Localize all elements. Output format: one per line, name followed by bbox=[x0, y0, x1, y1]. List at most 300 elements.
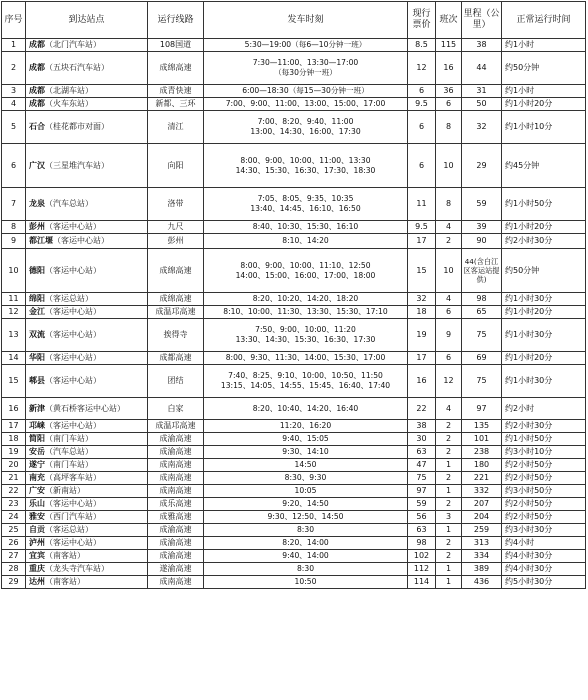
header-duration: 正常运行时间 bbox=[502, 2, 586, 39]
cell-distance: 334 bbox=[462, 550, 502, 563]
cell-station bbox=[26, 352, 148, 365]
cell-duration: 约1小时50分 bbox=[502, 433, 586, 446]
cell-fare: 6 bbox=[408, 111, 436, 144]
station-city: 广汉 bbox=[29, 160, 45, 170]
cell-route: 遂渝高速 bbox=[148, 563, 204, 576]
table-row bbox=[2, 576, 586, 589]
station-city: 龙泉 bbox=[29, 199, 45, 208]
cell-seq: 14 bbox=[2, 352, 26, 365]
table-row bbox=[2, 511, 586, 524]
station-place: （客运总站） bbox=[45, 525, 93, 534]
cell-station bbox=[26, 98, 148, 111]
cell-station bbox=[26, 485, 148, 498]
station-city: 绵阳 bbox=[29, 294, 45, 303]
cell-times bbox=[204, 563, 408, 576]
cell-times bbox=[204, 550, 408, 563]
cell-distance: 332 bbox=[462, 485, 502, 498]
cell-times bbox=[204, 398, 408, 420]
cell-seq: 29 bbox=[2, 576, 26, 589]
cell-trips: 8 bbox=[436, 111, 462, 144]
cell-seq: 3 bbox=[2, 85, 26, 98]
cell-trips: 1 bbox=[436, 459, 462, 472]
departure-line: 7:00、8:20、9:40、11:00 bbox=[257, 117, 354, 126]
station-city: 邛崃 bbox=[29, 421, 45, 430]
cell-duration: 约1小时30分 bbox=[502, 293, 586, 306]
departure-line: 8:30、9:30 bbox=[284, 473, 327, 482]
cell-seq: 10 bbox=[2, 249, 26, 293]
cell-station bbox=[26, 459, 148, 472]
cell-seq: 25 bbox=[2, 524, 26, 537]
cell-station bbox=[26, 537, 148, 550]
cell-station bbox=[26, 433, 148, 446]
cell-station bbox=[26, 511, 148, 524]
station-place: （客运中心站） bbox=[45, 307, 101, 316]
cell-fare: 97 bbox=[408, 485, 436, 498]
cell-station bbox=[26, 249, 148, 293]
cell-times bbox=[204, 365, 408, 398]
cell-duration: 约2小时50分 bbox=[502, 459, 586, 472]
table-row bbox=[2, 446, 586, 459]
cell-seq: 19 bbox=[2, 446, 26, 459]
table-row bbox=[2, 498, 586, 511]
table-row bbox=[2, 420, 586, 433]
cell-station bbox=[26, 420, 148, 433]
cell-trips: 2 bbox=[436, 433, 462, 446]
cell-trips: 1 bbox=[436, 563, 462, 576]
departure-line: 10:50 bbox=[294, 577, 317, 586]
station-place: （三星堆汽车站） bbox=[45, 160, 109, 170]
cell-route: 成渝高速 bbox=[148, 524, 204, 537]
cell-trips: 2 bbox=[436, 498, 462, 511]
cell-seq: 21 bbox=[2, 472, 26, 485]
cell-station bbox=[26, 446, 148, 459]
table-row bbox=[2, 188, 586, 221]
cell-times bbox=[204, 221, 408, 234]
cell-distance: 180 bbox=[462, 459, 502, 472]
cell-route: 挨得寺 bbox=[148, 319, 204, 352]
station-place: （南门车站） bbox=[45, 460, 93, 469]
header-trips: 班次 bbox=[436, 2, 462, 39]
station-place: （新南站） bbox=[45, 486, 85, 495]
cell-route: 成渝高速 bbox=[148, 446, 204, 459]
cell-station bbox=[26, 39, 148, 52]
cell-times bbox=[204, 433, 408, 446]
departure-line: 8:20、10:40、14:20、16:40 bbox=[252, 403, 359, 413]
station-place: （龙头寺汽车站） bbox=[45, 564, 109, 573]
station-city: 宜宾 bbox=[29, 551, 45, 560]
cell-route: 成雅高速 bbox=[148, 511, 204, 524]
cell-fare: 15 bbox=[408, 249, 436, 293]
departure-line: 14:00、15:00、16:00、17:00、18:00 bbox=[235, 270, 376, 280]
station-place: （西门汽车站） bbox=[45, 512, 101, 521]
station-city: 德阳 bbox=[29, 265, 45, 275]
cell-station bbox=[26, 472, 148, 485]
cell-route: 成乐高速 bbox=[148, 498, 204, 511]
table-row bbox=[2, 249, 586, 293]
departure-line: 8:00、9:00、10:00、11:10、12:50 bbox=[240, 260, 371, 270]
cell-route: 成温邛高速 bbox=[148, 306, 204, 319]
cell-fare: 63 bbox=[408, 524, 436, 537]
header-distance: 里程（公里） bbox=[462, 2, 502, 39]
cell-fare: 6 bbox=[408, 85, 436, 98]
cell-station bbox=[26, 111, 148, 144]
table-row bbox=[2, 563, 586, 576]
station-place: （客运中心站） bbox=[45, 353, 101, 362]
bus-schedule-table bbox=[1, 1, 586, 589]
cell-fare: 18 bbox=[408, 306, 436, 319]
cell-fare: 32 bbox=[408, 293, 436, 306]
cell-times bbox=[204, 249, 408, 293]
cell-trips: 2 bbox=[436, 550, 462, 563]
station-city: 双流 bbox=[29, 330, 45, 339]
table-row bbox=[2, 524, 586, 537]
cell-distance: 75 bbox=[462, 319, 502, 352]
cell-trips: 10 bbox=[436, 144, 462, 188]
cell-distance: 38 bbox=[462, 39, 502, 52]
table-row bbox=[2, 85, 586, 98]
cell-seq: 6 bbox=[2, 144, 26, 188]
station-place: （南客站） bbox=[45, 577, 85, 586]
station-place: （火车东站） bbox=[45, 99, 93, 108]
station-place: （客运总站） bbox=[45, 294, 93, 303]
station-city: 新津 bbox=[29, 403, 45, 413]
departure-line: 9:30、14:10 bbox=[282, 447, 329, 456]
cell-station bbox=[26, 144, 148, 188]
table-row bbox=[2, 221, 586, 234]
cell-distance: 389 bbox=[462, 563, 502, 576]
cell-fare: 9.5 bbox=[408, 98, 436, 111]
departure-line: 5:30—19:00（每6—10分钟一班） bbox=[244, 40, 367, 49]
cell-trips: 16 bbox=[436, 52, 462, 85]
cell-duration: 约1小时10分 bbox=[502, 111, 586, 144]
station-place: （客运中心站） bbox=[45, 376, 101, 385]
cell-seq: 18 bbox=[2, 433, 26, 446]
cell-seq: 7 bbox=[2, 188, 26, 221]
table-row bbox=[2, 144, 586, 188]
cell-times bbox=[204, 319, 408, 352]
station-city: 彭州 bbox=[29, 222, 45, 231]
cell-route: 成南高速 bbox=[148, 459, 204, 472]
cell-duration: 约2小时50分 bbox=[502, 472, 586, 485]
station-city: 成都 bbox=[29, 40, 45, 49]
cell-seq: 1 bbox=[2, 39, 26, 52]
station-place: （南客站） bbox=[45, 551, 85, 560]
station-city: 达州 bbox=[29, 577, 45, 586]
cell-route: 成渝高速 bbox=[148, 433, 204, 446]
station-place: （桂花都市对面） bbox=[45, 122, 109, 131]
cell-trips: 1 bbox=[436, 485, 462, 498]
cell-distance: 32 bbox=[462, 111, 502, 144]
cell-duration: 约2小时30分 bbox=[502, 420, 586, 433]
cell-trips: 36 bbox=[436, 85, 462, 98]
cell-seq: 4 bbox=[2, 98, 26, 111]
cell-fare: 19 bbox=[408, 319, 436, 352]
departure-line: 14:30、15:30、16:30、17:30、18:30 bbox=[235, 165, 376, 175]
cell-distance: 135 bbox=[462, 420, 502, 433]
cell-distance: 98 bbox=[462, 293, 502, 306]
departure-line: 8:00、9:00、10:00、11:00、13:30 bbox=[240, 155, 371, 165]
cell-duration: 约4小时30分 bbox=[502, 563, 586, 576]
cell-trips: 10 bbox=[436, 249, 462, 293]
station-city: 重庆 bbox=[29, 564, 45, 573]
station-place: （北湖车站） bbox=[45, 86, 93, 95]
departure-line: 7:50、9:00、10:00、11:20 bbox=[255, 325, 356, 334]
cell-route: 彭州 bbox=[148, 234, 204, 249]
station-place: （黄石桥客运中心站） bbox=[45, 403, 125, 413]
departure-line: 9:40、15:05 bbox=[282, 434, 329, 443]
cell-trips: 12 bbox=[436, 365, 462, 398]
station-place: （客运中心站） bbox=[45, 538, 101, 547]
departure-line: 9:40、14:00 bbox=[282, 551, 329, 560]
cell-duration: 约4小时30分 bbox=[502, 550, 586, 563]
cell-duration: 约4小时 bbox=[502, 537, 586, 550]
cell-distance: 65 bbox=[462, 306, 502, 319]
cell-route: 成渝高速 bbox=[148, 550, 204, 563]
cell-distance: 69 bbox=[462, 352, 502, 365]
cell-fare: 11 bbox=[408, 188, 436, 221]
cell-station bbox=[26, 234, 148, 249]
cell-distance: 44(含白江区客运站提供) bbox=[462, 249, 502, 293]
cell-fare: 98 bbox=[408, 537, 436, 550]
header-route: 运行线路 bbox=[148, 2, 204, 39]
cell-duration: 约2小时50分 bbox=[502, 511, 586, 524]
table-row bbox=[2, 352, 586, 365]
departure-line: 13:00、14:30、16:00、17:30 bbox=[250, 127, 361, 136]
departure-line: 8:30 bbox=[296, 525, 315, 534]
cell-times bbox=[204, 524, 408, 537]
cell-route: 白家 bbox=[148, 398, 204, 420]
cell-distance: 207 bbox=[462, 498, 502, 511]
departure-line: 11:20、16:20 bbox=[279, 421, 332, 430]
cell-seq: 27 bbox=[2, 550, 26, 563]
cell-fare: 8.5 bbox=[408, 39, 436, 52]
departure-line: 7:05、8:05、9:35、10:35 bbox=[257, 194, 354, 203]
cell-times bbox=[204, 98, 408, 111]
cell-times bbox=[204, 85, 408, 98]
cell-times bbox=[204, 188, 408, 221]
cell-trips: 8 bbox=[436, 188, 462, 221]
departure-line: 13:15、14:05、14:55、15:45、16:40、17:40 bbox=[220, 381, 391, 390]
table-row bbox=[2, 537, 586, 550]
station-place: （客运中心站） bbox=[45, 499, 101, 508]
cell-route: 成绵高速 bbox=[148, 52, 204, 85]
cell-distance: 238 bbox=[462, 446, 502, 459]
cell-fare: 12 bbox=[408, 52, 436, 85]
cell-distance: 44 bbox=[462, 52, 502, 85]
cell-fare: 47 bbox=[408, 459, 436, 472]
station-city: 安岳 bbox=[29, 447, 45, 456]
cell-station bbox=[26, 85, 148, 98]
station-city: 郫县 bbox=[29, 376, 45, 385]
cell-station bbox=[26, 563, 148, 576]
station-city: 泸州 bbox=[29, 538, 45, 547]
cell-duration: 约3小时30分 bbox=[502, 524, 586, 537]
cell-trips: 2 bbox=[436, 234, 462, 249]
cell-route: 向阳 bbox=[148, 144, 204, 188]
cell-times bbox=[204, 144, 408, 188]
cell-duration: 约1小时30分 bbox=[502, 319, 586, 352]
cell-distance: 204 bbox=[462, 511, 502, 524]
departure-line: 8:10、14:20 bbox=[282, 236, 329, 245]
cell-trips: 4 bbox=[436, 221, 462, 234]
cell-trips: 1 bbox=[436, 576, 462, 589]
cell-station bbox=[26, 188, 148, 221]
cell-times bbox=[204, 485, 408, 498]
cell-fare: 114 bbox=[408, 576, 436, 589]
cell-station bbox=[26, 221, 148, 234]
cell-fare: 112 bbox=[408, 563, 436, 576]
cell-trips: 4 bbox=[436, 398, 462, 420]
table-row bbox=[2, 459, 586, 472]
cell-station bbox=[26, 52, 148, 85]
cell-distance: 75 bbox=[462, 365, 502, 398]
station-place: （客运中心站） bbox=[45, 330, 101, 339]
cell-route: 清江 bbox=[148, 111, 204, 144]
station-place: （南门车站） bbox=[45, 434, 93, 443]
cell-station bbox=[26, 524, 148, 537]
departure-line: 13:40、14:45、16:10、16:50 bbox=[250, 204, 361, 213]
cell-distance: 436 bbox=[462, 576, 502, 589]
station-city: 乐山 bbox=[29, 499, 45, 508]
departure-line: （每30分钟一班） bbox=[274, 68, 337, 77]
cell-seq: 8 bbox=[2, 221, 26, 234]
cell-seq: 28 bbox=[2, 563, 26, 576]
cell-duration: 约1小时20分 bbox=[502, 352, 586, 365]
cell-seq: 13 bbox=[2, 319, 26, 352]
cell-fare: 102 bbox=[408, 550, 436, 563]
cell-times bbox=[204, 111, 408, 144]
station-place: （高坪客车站） bbox=[45, 473, 101, 482]
station-place: （客运中心站） bbox=[45, 222, 101, 231]
cell-distance: 59 bbox=[462, 188, 502, 221]
cell-duration: 约1小时20分 bbox=[502, 306, 586, 319]
cell-distance: 90 bbox=[462, 234, 502, 249]
cell-times bbox=[204, 420, 408, 433]
cell-fare: 6 bbox=[408, 144, 436, 188]
cell-route: 108国道 bbox=[148, 39, 204, 52]
departure-line: 8:30 bbox=[296, 564, 315, 573]
cell-times bbox=[204, 576, 408, 589]
cell-seq: 11 bbox=[2, 293, 26, 306]
cell-distance: 50 bbox=[462, 98, 502, 111]
cell-trips: 115 bbox=[436, 39, 462, 52]
cell-duration: 约1小时 bbox=[502, 39, 586, 52]
cell-fare: 22 bbox=[408, 398, 436, 420]
table-row bbox=[2, 365, 586, 398]
cell-station bbox=[26, 365, 148, 398]
cell-times bbox=[204, 234, 408, 249]
cell-route: 新都、三环 bbox=[148, 98, 204, 111]
departure-line: 8:20、14:00 bbox=[282, 538, 329, 547]
cell-duration: 约3小时50分 bbox=[502, 485, 586, 498]
cell-fare: 17 bbox=[408, 352, 436, 365]
cell-trips: 2 bbox=[436, 537, 462, 550]
station-place: （客运中心站） bbox=[45, 265, 101, 275]
cell-duration: 约2小时30分 bbox=[502, 234, 586, 249]
table-header-row bbox=[2, 2, 586, 39]
table-row bbox=[2, 485, 586, 498]
cell-distance: 101 bbox=[462, 433, 502, 446]
cell-station bbox=[26, 319, 148, 352]
cell-distance: 31 bbox=[462, 85, 502, 98]
departure-line: 13:30、14:30、15:30、16:30、17:30 bbox=[235, 335, 376, 344]
cell-route: 成南高速 bbox=[148, 472, 204, 485]
station-city: 简阳 bbox=[29, 434, 45, 443]
cell-seq: 20 bbox=[2, 459, 26, 472]
cell-seq: 22 bbox=[2, 485, 26, 498]
cell-fare: 30 bbox=[408, 433, 436, 446]
cell-route: 成温邛高速 bbox=[148, 420, 204, 433]
cell-distance: 29 bbox=[462, 144, 502, 188]
departure-line: 9:20、14:50 bbox=[282, 499, 329, 508]
cell-route: 成绵高速 bbox=[148, 293, 204, 306]
cell-times bbox=[204, 352, 408, 365]
table-row bbox=[2, 234, 586, 249]
cell-trips: 9 bbox=[436, 319, 462, 352]
cell-route: 团结 bbox=[148, 365, 204, 398]
cell-trips: 1 bbox=[436, 524, 462, 537]
cell-seq: 2 bbox=[2, 52, 26, 85]
cell-route: 九尺 bbox=[148, 221, 204, 234]
cell-trips: 3 bbox=[436, 511, 462, 524]
cell-duration: 约1小时 bbox=[502, 85, 586, 98]
cell-station bbox=[26, 576, 148, 589]
departure-line: 8:20、10:20、14:20、18:20 bbox=[252, 294, 359, 303]
cell-times bbox=[204, 306, 408, 319]
cell-seq: 5 bbox=[2, 111, 26, 144]
table-row bbox=[2, 293, 586, 306]
cell-fare: 38 bbox=[408, 420, 436, 433]
table-row bbox=[2, 550, 586, 563]
cell-times bbox=[204, 446, 408, 459]
cell-seq: 24 bbox=[2, 511, 26, 524]
station-place: （客运中心站） bbox=[53, 236, 109, 245]
header-seq: 序号 bbox=[2, 2, 26, 39]
cell-seq: 16 bbox=[2, 398, 26, 420]
table-row bbox=[2, 111, 586, 144]
cell-station bbox=[26, 398, 148, 420]
departure-line: 14:50 bbox=[294, 460, 317, 469]
cell-trips: 2 bbox=[436, 446, 462, 459]
cell-times bbox=[204, 459, 408, 472]
cell-route: 成南高速 bbox=[148, 576, 204, 589]
cell-duration: 约2小时50分 bbox=[502, 498, 586, 511]
table-body bbox=[2, 39, 586, 589]
cell-trips: 2 bbox=[436, 420, 462, 433]
cell-station bbox=[26, 498, 148, 511]
departure-line: 10:05 bbox=[294, 486, 317, 495]
cell-station bbox=[26, 550, 148, 563]
station-city: 石合 bbox=[29, 122, 45, 131]
departure-line: 8:10、10:00、11:30、13:30、15:30、17:10 bbox=[223, 307, 388, 316]
cell-duration: 约2小时 bbox=[502, 398, 586, 420]
cell-duration: 约1小时30分 bbox=[502, 365, 586, 398]
header-fare: 现行票价 bbox=[408, 2, 436, 39]
cell-duration: 约5小时30分 bbox=[502, 576, 586, 589]
station-city: 自贡 bbox=[29, 525, 45, 534]
bus-schedule-sheet bbox=[1, 1, 586, 589]
cell-duration: 约1小时50分 bbox=[502, 188, 586, 221]
cell-distance: 221 bbox=[462, 472, 502, 485]
station-place: （汽车总站） bbox=[45, 447, 93, 456]
table-row bbox=[2, 306, 586, 319]
table-row bbox=[2, 98, 586, 111]
cell-duration: 约45分钟 bbox=[502, 144, 586, 188]
departure-line: 7:30—11:00、13:30—17:00 bbox=[252, 58, 359, 67]
cell-seq: 23 bbox=[2, 498, 26, 511]
cell-route: 成渝高速 bbox=[148, 537, 204, 550]
cell-trips: 2 bbox=[436, 472, 462, 485]
